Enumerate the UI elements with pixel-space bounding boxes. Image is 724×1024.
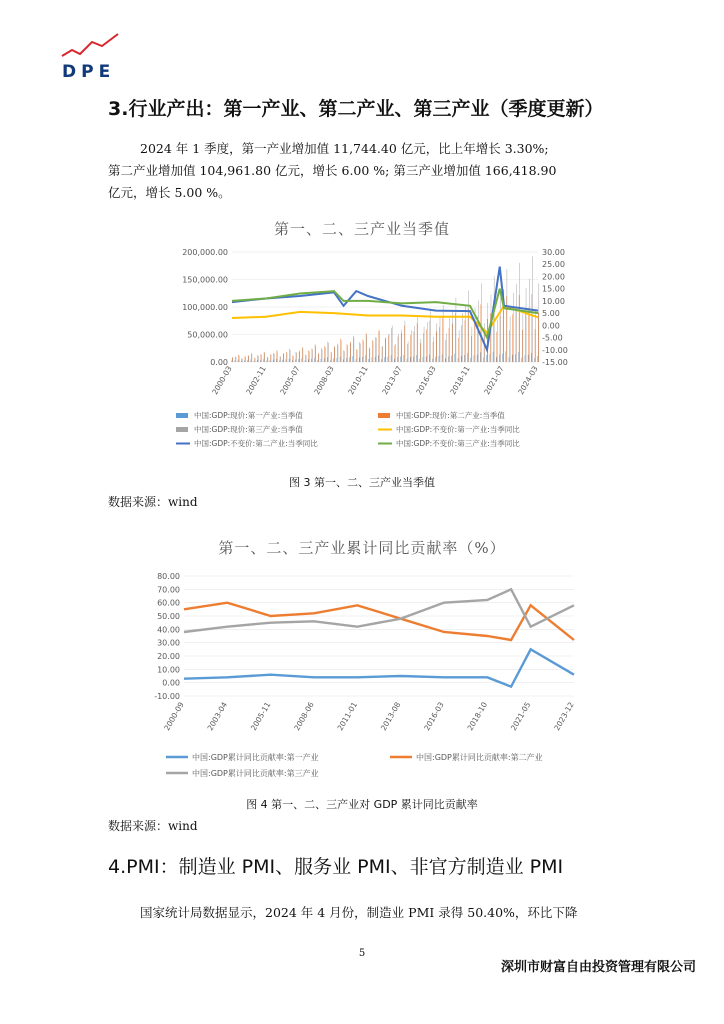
x-tick-label: 2003-04: [205, 700, 230, 733]
y-tick-label: 50.00: [157, 612, 180, 621]
y-tick-label: 0.00: [162, 678, 180, 688]
legend-swatch: [176, 427, 188, 432]
y-tick-label: -10.00: [154, 692, 180, 701]
figure3-caption: 图 3 第一、二、三产业当季值: [289, 476, 435, 489]
right-tick-label: -10.00: [542, 345, 568, 355]
x-tick-label: 2021-07: [482, 364, 506, 397]
x-tick-label: 2018-11: [448, 364, 472, 397]
section3-para-line1: 2024 年 1 季度，第一产业增加值 11,744.40 亿元，比上年增长 3.30%;: [140, 141, 549, 156]
x-tick-label: 2000-09: [162, 700, 186, 733]
y-tick-label: 20.00: [157, 652, 180, 661]
series-line-2: [232, 267, 538, 350]
x-tick-label: 2005-11: [248, 700, 273, 733]
legend-label: 中国:GDP:现价:第一产业:当季值: [194, 411, 303, 420]
legend-label: 中国:GDP:不变价:第三产业:当季同比: [396, 439, 520, 448]
legend-label: 中国:GDP:不变价:第一产业:当季同比: [396, 425, 520, 434]
left-tick-label: 150,000.00: [182, 275, 228, 285]
right-tick-label: 10.00: [542, 296, 565, 306]
series-line-3: [184, 589, 574, 632]
chart1-industry-quarterly: [160, 244, 580, 468]
x-tick-label: 2016-03: [422, 700, 446, 733]
x-tick-label: 2016-03: [414, 364, 438, 397]
right-tick-label: 0.00: [542, 321, 560, 331]
right-tick-label: 25.00: [542, 260, 565, 270]
legend-label: 中国:GDP:不变价:第二产业:当季同比: [194, 439, 318, 448]
x-tick-label: 2021-05: [508, 700, 533, 733]
x-tick-label: 2008-06: [292, 700, 316, 733]
x-tick-label: 2005-07: [278, 364, 302, 397]
right-tick-label: 5.00: [542, 309, 560, 319]
section3-para-line2: 第二产业增加值 104,961.80 亿元，增长 6.00 %; 第三产业增加值 166,418.90: [108, 163, 557, 178]
right-tick-label: 20.00: [542, 272, 565, 282]
x-tick-label: 2011-01: [335, 700, 360, 733]
x-tick-label: 2008-03: [312, 364, 336, 397]
section4-title: 4.PMI：制造业 PMI、服务业 PMI、非官方制造业 PMI: [108, 856, 564, 878]
y-tick-label: 80.00: [157, 572, 180, 581]
y-tick-label: 60.00: [157, 598, 180, 608]
right-tick-label: -5.00: [542, 333, 563, 343]
y-tick-label: 30.00: [157, 638, 180, 648]
right-tick-label: 30.00: [542, 248, 565, 257]
section4-para: 国家统计局数据显示，2024 年 4 月份，制造业 PMI 录得 50.40%，环比下降: [140, 905, 578, 920]
right-tick-label: -15.00: [542, 358, 568, 367]
left-tick-label: 50,000.00: [187, 330, 228, 340]
x-tick-label: 2010-11: [346, 364, 370, 397]
source-note-1: 数据来源：wind: [108, 495, 198, 509]
legend-label: 中国:GDP:现价:第三产业:当季值: [194, 425, 303, 434]
x-tick-label: 2002-11: [244, 364, 268, 397]
x-tick-label: 2000-03: [210, 364, 234, 397]
legend-label: 中国:GDP:现价:第二产业:当季值: [396, 411, 505, 420]
legend-label: 中国:GDP累计同比贡献率:第三产业: [192, 769, 319, 778]
section3-title: 3.行业产出：第一产业、第二产业、第三产业（季度更新）: [108, 98, 604, 120]
page-number: 5: [358, 948, 366, 959]
section3-para-line3: 亿元，增长 5.00 %。: [108, 185, 231, 200]
logo-text: DPE: [62, 62, 116, 82]
x-tick-label: 2013-07: [380, 364, 404, 397]
series-line-2: [184, 603, 574, 640]
legend-swatch: [176, 413, 188, 418]
x-tick-label: 2023-12: [552, 700, 576, 733]
x-tick-label: 2024-03: [516, 364, 540, 397]
footer-company: 深圳市财富自由投资管理有限公司: [500, 960, 696, 975]
legend-swatch: [378, 413, 390, 418]
y-tick-label: 10.00: [157, 665, 180, 675]
chart1-title: 第一、二、三产业当季值: [273, 220, 450, 238]
y-tick-label: 70.00: [157, 585, 180, 595]
left-tick-label: 0.00: [210, 358, 228, 367]
chart2-title: 第一、二、三产业累计同比贡献率（%）: [218, 539, 506, 557]
figure4-caption: 图 4 第一、二、三产业对 GDP 累计同比贡献率: [246, 798, 478, 811]
right-tick-label: 15.00: [542, 284, 565, 294]
x-tick-label: 2013-08: [378, 700, 403, 733]
y-tick-label: 40.00: [157, 625, 180, 635]
source-note-2: 数据来源：wind: [108, 819, 198, 833]
left-tick-label: 200,000.00: [182, 248, 228, 257]
legend-label: 中国:GDP累计同比贡献率:第一产业: [192, 753, 319, 762]
left-tick-label: 100,000.00: [182, 303, 228, 312]
x-tick-label: 2018-10: [465, 700, 490, 733]
legend-label: 中国:GDP累计同比贡献率:第二产业: [416, 753, 543, 762]
series-line-1: [184, 649, 574, 686]
chart2-contribution-rate: [150, 566, 580, 790]
